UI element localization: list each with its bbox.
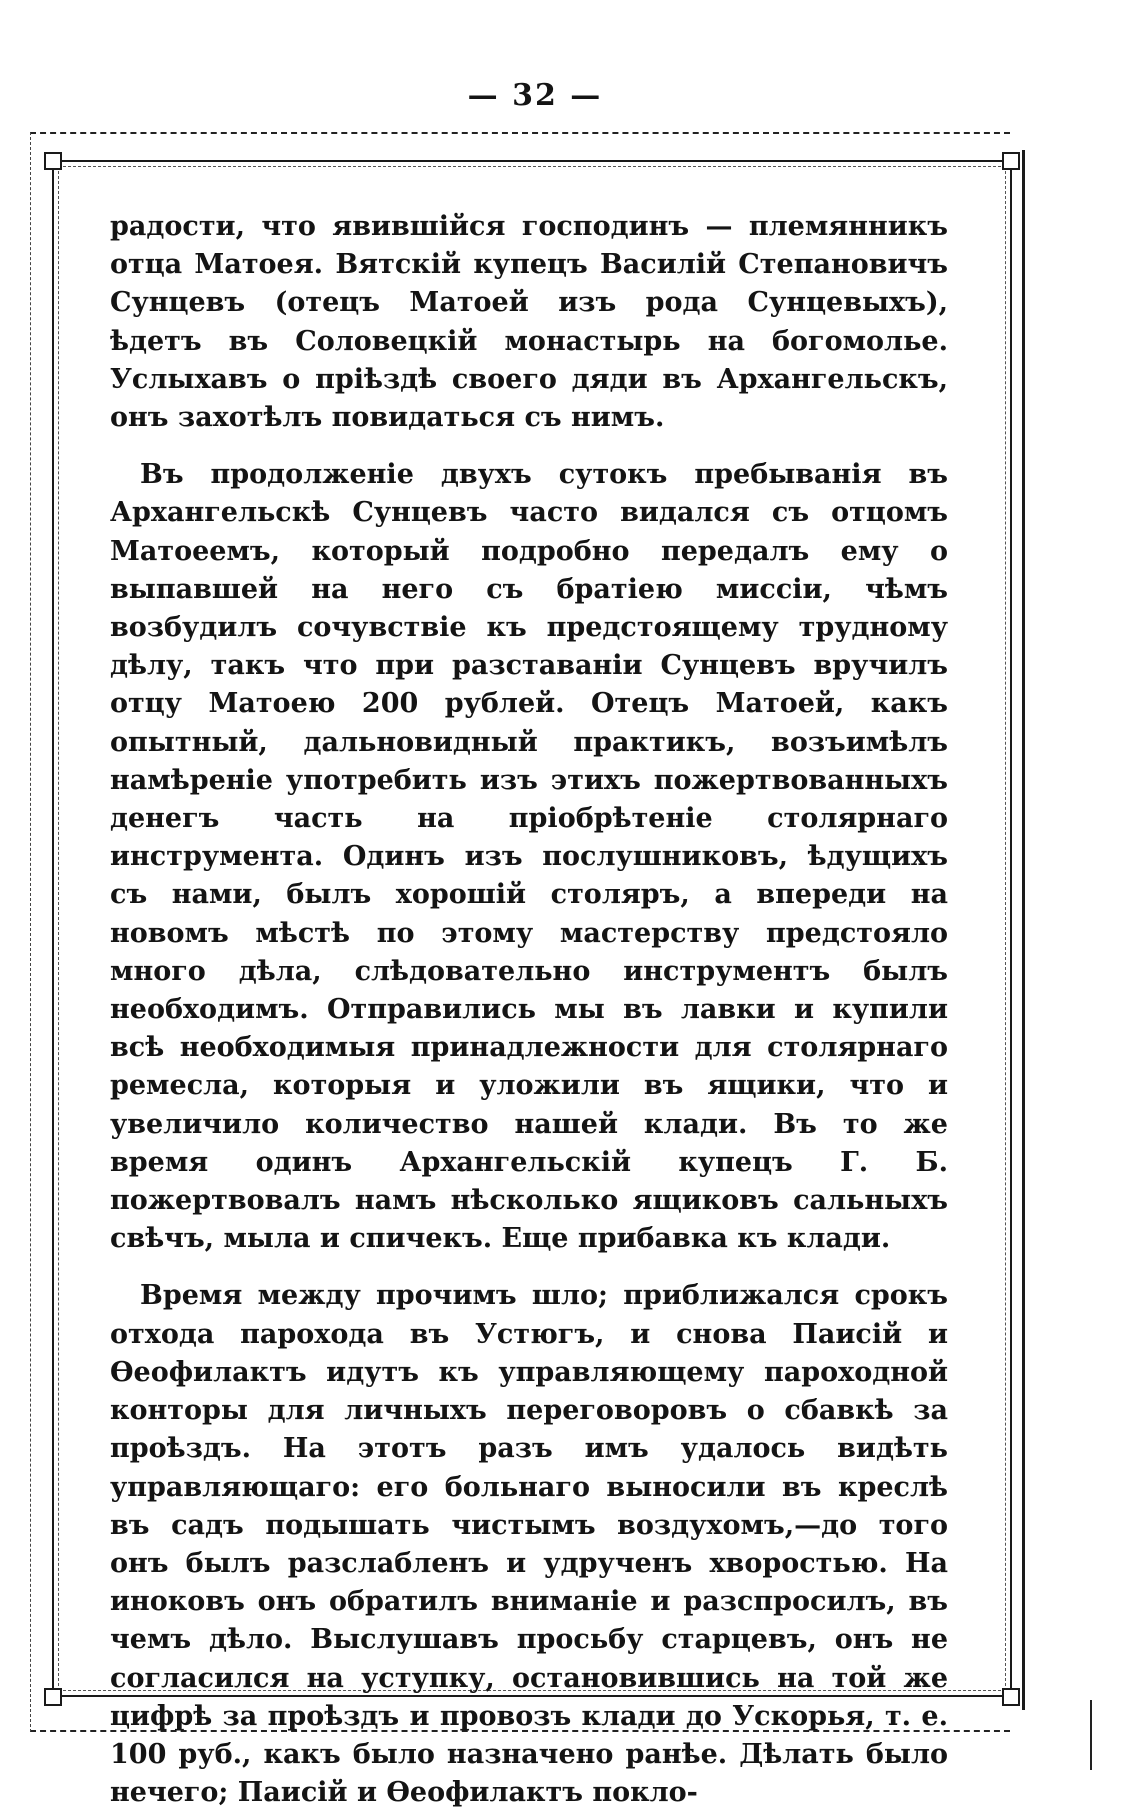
right-border-rule — [1022, 150, 1029, 1710]
page-edge-mark — [1090, 1700, 1092, 1770]
paragraph-2: Въ продолженіе двухъ сутокъ пребыванія въ Архангельскѣ Сунцевъ часто видался съ отцомъ Матоеемъ, который подробно передалъ ему о выпавшей на него съ братіею миссіи, чѣмъ возбудилъ сочувствіе къ предстоящему трудному дѣлу, такъ что при разставаніи Сунцевъ вручилъ отцу Матоею 200 рублей. Отецъ Матоей, какъ опытный, дальновидный практикъ, возъимѣлъ намѣреніе употребить изъ этихъ пожертвованныхъ денегъ часть на пріобрѣтеніе столярнаго инструмента. Одинъ изъ послушниковъ, ѣдущихъ съ нами, былъ хорошій столяръ, а впереди на новомъ мѣстѣ по этому мастерству предстояло много дѣла, слѣдовательно инструментъ былъ необходимъ. Отправились мы въ лавки и купили всѣ необходимыя принадлежности для столярнаго ремесла, которыя и уложили въ ящики, что и увеличило количество нашей клади. Въ то же время одинъ Архангельскій купецъ Г. Б. пожертвовалъ намъ нѣсколько ящиковъ сальныхъ свѣчъ, мыла и спичекъ. Еще прибавка къ клади. — [110, 459, 948, 1255]
body-text — [110, 208, 948, 1812]
paragraph-1: радости, что явившійся господинъ — племянникъ отца Матоея. Вятскій купецъ Василій Степановичъ Сунцевъ (отецъ Матоей изъ рода Сунцевыхъ), ѣдетъ въ Соловецкій монастырь на богомолье. Услыхавъ о пріѣздѣ своего дяди въ Архангельскъ, онъ захотѣлъ повидаться съ нимъ. — [110, 211, 948, 434]
page-number: — 32 — — [467, 78, 603, 113]
paragraph-3: Время между прочимъ шло; приближался срокъ отхода парохода въ Устюгъ, и снова Паисій и Ѳеофилактъ идутъ къ управляющему пароходной конторы для личныхъ переговоровъ о сбавкѣ за проѣздъ. На этотъ разъ имъ удалось видѣть управляющаго: его больнаго выносили въ креслѣ въ садъ подышать чистымъ воздухомъ,—до того онъ былъ разслабленъ и удрученъ хворостью. На иноковъ онъ обратилъ вниманіе и разспросилъ, въ чемъ дѣло. Выслушавъ просьбу старцевъ, онъ не согласился на уступку, остановившись на той же цифрѣ за проѣздъ и провозъ клади до Ускорья, т. е. 100 руб., какъ было назначено ранѣе. Дѣлать было нечего; Паисій и Ѳеофилактъ покло- — [110, 1280, 948, 1809]
corner-ornament-bottom-right — [1002, 1688, 1020, 1706]
corner-ornament-top-right — [1002, 152, 1020, 170]
corner-ornament-top-left — [44, 152, 62, 170]
corner-ornament-bottom-left — [44, 1688, 62, 1706]
